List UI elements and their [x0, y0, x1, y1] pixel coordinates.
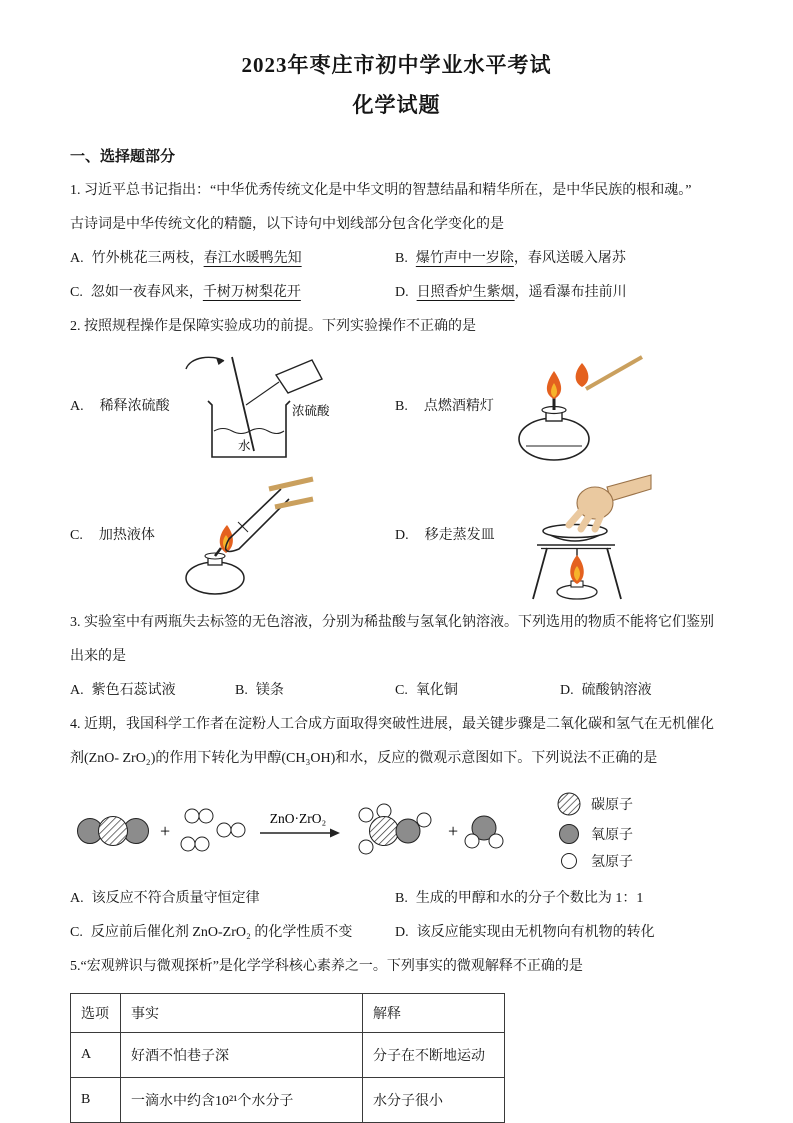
q2-figures-row1: [70, 348, 723, 466]
q5-table: [70, 993, 505, 1123]
q2-option-a: A. 稀释浓硫酸 浓硫酸 水: [70, 351, 395, 463]
q3-option-a: A. 紫色石蕊试液: [70, 683, 176, 698]
reaction-arrow: [260, 811, 340, 838]
q4-stem-line2: 剂(ZnO- ZrO₂)的作用下转化为甲醇(CH₃OH)和水，反应的微观示意图如下。下列说法不正确的是: [70, 751, 658, 766]
cell-option: B: [71, 1078, 121, 1123]
q4-option-b: B. 生成的甲醇和水的分子个数比为 1：1: [395, 891, 644, 906]
cell-option: A: [71, 1033, 121, 1078]
h2-molecules: [181, 809, 245, 851]
test-tube: [226, 489, 289, 551]
cell-explanation: 水分子很小: [363, 1078, 505, 1123]
legend-oxygen: 氧原子: [556, 823, 633, 845]
table-row: [71, 1033, 505, 1078]
q2-stem: 2. 按照规程操作是保障实验成功的前提。下列实验操作不正确的是: [70, 319, 476, 334]
cell-fact: 好酒不怕巷子深: [121, 1033, 363, 1078]
q3-stem-line1: 3. 实验室中有两瓶失去标签的无色溶液，分别为稀盐酸与氢氧化钠溶液。下列选用的物质不能将它们鉴别: [70, 615, 714, 630]
q4-option-d: D. 该反应能实现由无机物向有机物的转化: [395, 925, 655, 940]
q3-option-d: D. 硫酸钠溶液: [560, 683, 652, 698]
lamp-body: [519, 418, 589, 460]
water-label: 水: [237, 439, 251, 453]
plus-sign: +: [448, 821, 459, 841]
co2-molecule: [78, 817, 149, 846]
tripod-leg: [607, 548, 621, 599]
q3-options-row: [70, 674, 723, 708]
q4-options-row2: [70, 916, 723, 950]
methanol-molecule: [359, 804, 431, 854]
header-fact: 事实: [121, 994, 363, 1033]
tripod-leg: [533, 548, 547, 599]
q4-options-row1: [70, 882, 723, 916]
q3-stem-line2: 出来的是: [70, 649, 126, 664]
burning-splint: [586, 357, 642, 389]
cell-fact: 一滴水中约含10²¹个水分子: [121, 1078, 363, 1123]
section-heading: 一、选择题部分: [70, 149, 176, 165]
heat-liquid-diagram: [163, 475, 315, 597]
carbon-atom-icon: [556, 791, 582, 817]
q4-option-c: C. 反应前后催化剂 ZnO-ZrO₂ 的化学性质不变: [70, 925, 353, 940]
q1-options-row2: [70, 276, 723, 310]
glass-rod: [232, 357, 254, 451]
q1-option-a: A. 竹外桃花三两枝，春江水暖鸭先知: [70, 251, 302, 266]
q4-stem-line1: 4. 近期，我国科学工作者在淀粉人工合成方面取得突破性进展，最关键步骤是二氧化碳和氢气在无机催化: [70, 717, 714, 732]
q1-option-b: B. 爆竹声中一岁除，春风送暖入屠苏: [395, 251, 626, 266]
light-lamp-diagram: [502, 351, 652, 463]
table-row: [71, 1078, 505, 1123]
legend-hydrogen: 氢原子: [556, 851, 633, 871]
lamp-body: [186, 562, 244, 594]
header-explanation: 解释: [363, 994, 505, 1033]
catalyst-label: ZnO·ZrO₂: [269, 811, 327, 826]
q4-option-a: A. 该反应不符合质量守恒定律: [70, 891, 260, 906]
q2-option-c: C. 加热液体: [70, 475, 395, 597]
q1-stem-line1: 1. 习近平总书记指出：“中华优秀传统文化是中华文明的智慧结晶和精华所在，是中华民族的根和魂。”: [70, 183, 692, 198]
q2-option-d: D. 移走蒸发皿: [395, 471, 723, 601]
oxygen-atom-icon: [556, 823, 582, 845]
q2-figures-row2: [70, 470, 723, 602]
cell-explanation: 分子在不断地运动: [363, 1033, 505, 1078]
tube-holder: [269, 479, 313, 489]
legend-carbon: 碳原子: [556, 791, 633, 817]
arm: [607, 475, 651, 501]
q5-stem: 5.“宏观辨识与微观探析”是化学学科核心素养之一。下列事实的微观解释不正确的是: [70, 959, 583, 974]
q2-option-b: B. 点燃酒精灯: [395, 351, 723, 463]
splint-flame: [575, 363, 588, 387]
q1-option-d: D. 日照香炉生紫烟，遥看瀑布挂前川: [395, 285, 627, 300]
acid-label: 浓硫酸: [291, 404, 330, 418]
q1-options-row1: [70, 242, 723, 276]
hydrogen-atom-icon: [556, 852, 582, 870]
q1-stem-line2: 古诗词是中华传统文化的精髓，以下诗句中划线部分包含化学变化的是: [70, 217, 504, 232]
atom-legend: [556, 791, 633, 871]
dilute-acid-diagram: [178, 351, 346, 463]
q4-reaction-figure: [70, 782, 723, 880]
liquid-level: [238, 522, 248, 532]
q1-option-c: C. 忽如一夜春风来，千树万树梨花开: [70, 285, 301, 300]
q3-option-c: C. 氧化铜: [395, 683, 458, 698]
acid-stream: [246, 382, 279, 405]
remove-dish-diagram: [503, 471, 653, 601]
exam-title-line2: 化学试题: [352, 93, 441, 117]
reaction-scheme-diagram: [70, 785, 540, 877]
table-header-row: [71, 994, 505, 1033]
q3-option-b: B. 镁条: [235, 683, 284, 698]
exam-title-line1: 2023年枣庄市初中学业水平考试: [241, 53, 552, 77]
plus-sign: +: [160, 821, 171, 841]
pouring-beaker: [276, 360, 322, 393]
water-molecule: [465, 816, 503, 848]
header-option: 选项: [71, 994, 121, 1033]
